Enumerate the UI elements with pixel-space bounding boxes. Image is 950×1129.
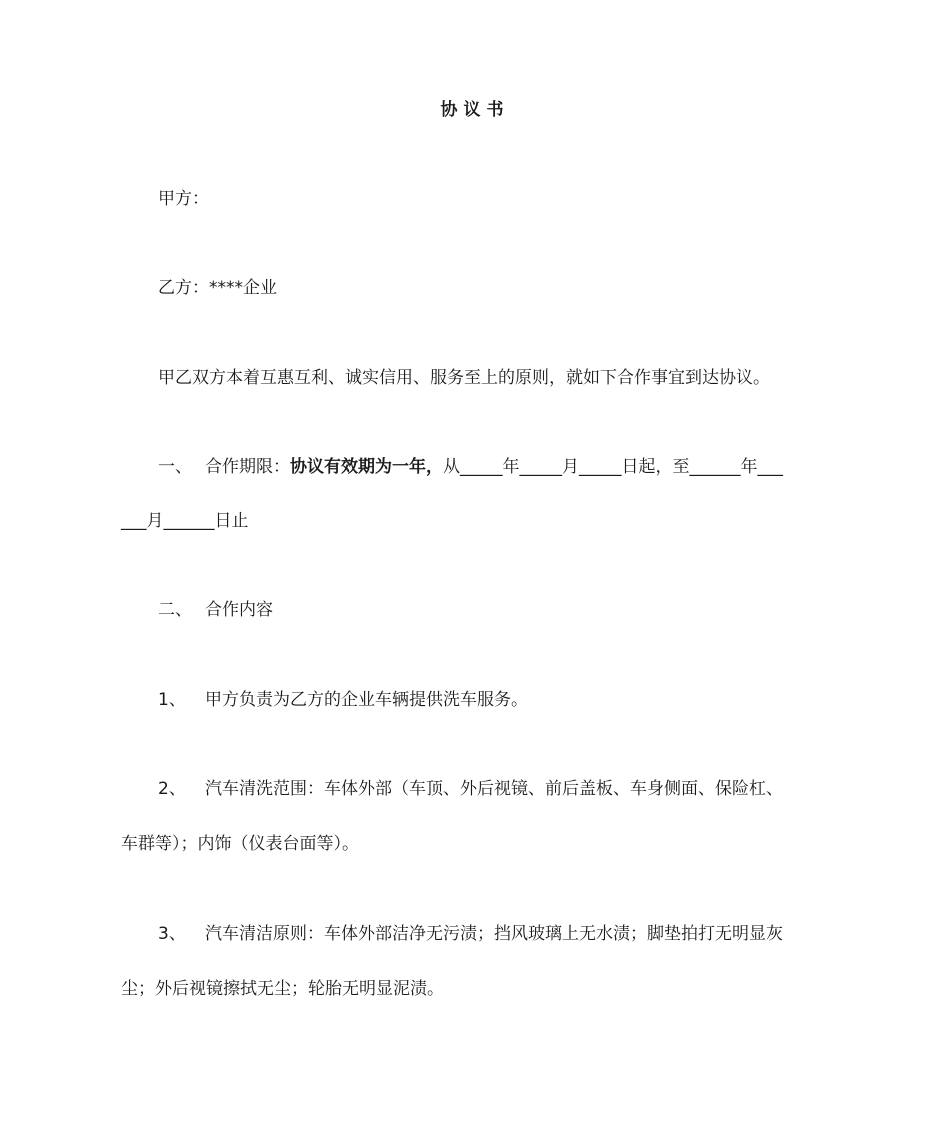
document-title: 协议书 xyxy=(440,100,510,120)
item3-number: 3、 xyxy=(158,924,186,944)
item2-text: 汽车清洗范围：车体外部（车顶、外后视镜、前后盖板、车身侧面、保险杠、 xyxy=(205,779,783,799)
item3-line xyxy=(158,922,783,946)
item2-number: 2、 xyxy=(158,779,186,799)
party-a-line: 甲方： xyxy=(158,189,209,209)
section1-continuation: ___月______日止 xyxy=(121,511,249,531)
item3-continuation: 尘；外后视镜擦拭无尘；轮胎无明显泥渍。 xyxy=(121,979,444,999)
item1-line xyxy=(158,688,528,712)
section2-line xyxy=(158,598,273,622)
section1-label: 合作期限： xyxy=(205,457,290,477)
section1-line xyxy=(158,455,783,479)
section2-number: 二、 xyxy=(158,600,192,620)
item2-line xyxy=(158,777,783,801)
section1-bold-text: 协议有效期为一年， xyxy=(290,457,443,477)
section1-number: 一、 xyxy=(158,457,192,477)
section2-label: 合作内容 xyxy=(205,600,273,620)
intro-paragraph: 甲乙双方本着互惠互利、诚实信用、服务至上的原则，就如下合作事宜到达协议。 xyxy=(158,368,770,388)
party-b-line: 乙方：****企业 xyxy=(158,278,277,298)
item1-number: 1、 xyxy=(158,690,186,710)
section1-date-range: 从_____年_____月_____日起，至______年___ xyxy=(443,457,783,477)
item2-continuation: 车群等）；内饰（仪表台面等）。 xyxy=(121,834,359,854)
item1-text: 甲方负责为乙方的企业车辆提供洗车服务。 xyxy=(205,690,528,710)
item3-text: 汽车清洁原则：车体外部洁净无污渍；挡风玻璃上无水渍；脚垫拍打无明显灰 xyxy=(205,924,783,944)
